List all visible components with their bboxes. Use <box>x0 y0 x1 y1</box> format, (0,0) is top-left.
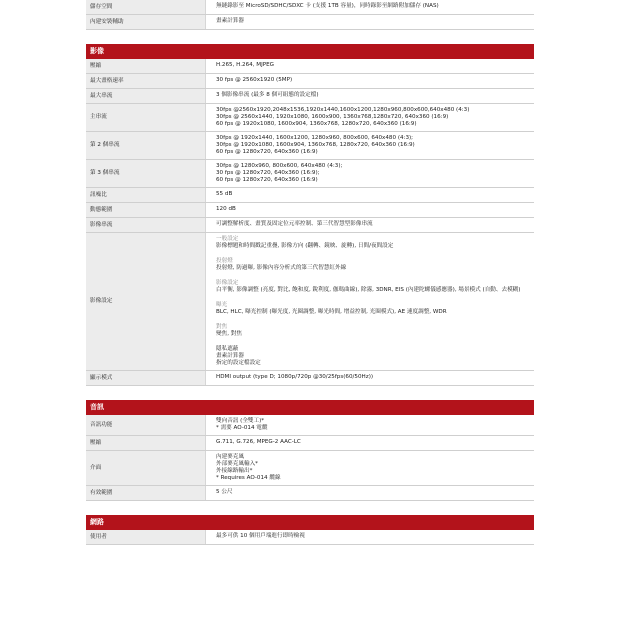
spec-value <box>206 415 534 435</box>
settings-group-title: 曝光 <box>216 302 228 308</box>
spec-row <box>86 451 534 486</box>
spec-label: 第 2 個串流 <box>86 132 206 159</box>
section-header: 音訊 <box>86 400 534 415</box>
spec-label: 壓縮 <box>86 59 206 73</box>
spec-value-line: 雙向音訊 (全雙工)* <box>216 418 265 424</box>
spec-value-line: * 需要 AO-014 電纜 <box>216 425 268 431</box>
spec-value <box>206 451 534 485</box>
settings-group-title: 一般設定 <box>216 236 239 242</box>
settings-group <box>216 280 526 294</box>
spec-value-line: 3 個影像串流 (最多 8 個可組態的設定檔) <box>216 92 319 98</box>
spec-label: 介面 <box>86 451 206 485</box>
spec-label: 影像設定 <box>86 233 206 370</box>
settings-group <box>216 302 526 316</box>
settings-group-title: 影像設定 <box>216 280 239 286</box>
spec-label: 儲存空間 <box>86 0 206 14</box>
spec-value-line: 60 fps @ 1280x720, 640x360 (16:9) <box>216 149 318 155</box>
spec-label: 訊噪比 <box>86 188 206 202</box>
settings-group-line: 投射燈, 防過曝, 影像內容分析式的第三代智慧紅外線 <box>216 265 347 271</box>
spec-label: 使用者 <box>86 530 206 544</box>
spec-value-line: H.265, H.264, MJPEG <box>216 62 274 68</box>
spec-value <box>206 74 534 88</box>
spec-value <box>206 188 534 202</box>
spec-value-line: 60 fps @ 1280x720, 640x360 (16:9) <box>216 177 318 183</box>
spec-value-line: 畫素計算器 <box>216 18 244 24</box>
spec-value <box>206 132 534 159</box>
spec-value <box>206 89 534 103</box>
spec-value-line: 30fps @ 1920x1080, 1600x904, 1360x768, 1280x720, 640x360 (16:9) <box>216 142 415 148</box>
spec-value <box>206 233 534 370</box>
spec-value-line: 55 dB <box>216 191 233 197</box>
spec-value-line: 30fps @ 2560x1440, 1920x1080, 1600x900, 1360x768,1280x720, 640x360 (16:9) <box>216 114 449 120</box>
spec-row <box>86 530 534 545</box>
spec-value <box>206 530 534 544</box>
spec-value-line: HDMI output (type D; 1080p/720p @30/25fps(60/50Hz)) <box>216 374 374 380</box>
settings-group <box>216 324 526 338</box>
spec-value-line: 30fps @ 1920x1440, 1600x1200, 1280x960, 800x600, 640x480 (4:3); <box>216 135 414 141</box>
settings-group <box>216 236 526 250</box>
spec-value-line: 內建麥克風 <box>216 454 244 460</box>
spec-value <box>206 59 534 73</box>
spec-value <box>206 160 534 187</box>
settings-group-title: 投射燈 <box>216 258 233 264</box>
spec-value-line: 120 dB <box>216 206 236 212</box>
spec-value <box>206 486 534 500</box>
spec-value <box>206 15 534 29</box>
spec-row <box>86 203 534 218</box>
spec-row <box>86 74 534 89</box>
section-header: 影像 <box>86 44 534 59</box>
spec-label: 顯示模式 <box>86 371 206 385</box>
spec-row <box>86 15 534 30</box>
spec-value <box>206 203 534 217</box>
spec-value-line: 無縫錄影至 MicroSD/SDHC/SDXC 卡 (支援 1TB 容量)，同時錄影至網路附加儲存 (NAS) <box>216 3 439 9</box>
spec-label: 最大串流 <box>86 89 206 103</box>
spec-label: 動態範圍 <box>86 203 206 217</box>
spec-row <box>86 104 534 132</box>
spec-value-line: 外接線路輸出* <box>216 468 253 474</box>
spec-row <box>86 233 534 371</box>
spec-row <box>86 59 534 74</box>
spec-value-line: 30 fps @ 1280x720, 640x360 (16:9); <box>216 170 320 176</box>
spec-row <box>86 371 534 386</box>
spec-label: 內建安裝輔助 <box>86 15 206 29</box>
spec-label: 主串流 <box>86 104 206 131</box>
spec-row <box>86 218 534 233</box>
spec-label: 有效範圍 <box>86 486 206 500</box>
spec-label: 壓縮 <box>86 436 206 450</box>
settings-group-line: 變焦, 對焦 <box>216 331 242 337</box>
spec-value <box>206 218 534 232</box>
spec-value-line: G.711, G.726, MPEG-2 AAC-LC <box>216 439 301 445</box>
spec-value-line: 5 公尺 <box>216 489 233 495</box>
spec-value <box>206 371 534 385</box>
spec-value-line: 30fps @ 1280x960, 800x600, 640x480 (4:3); <box>216 163 343 169</box>
spec-label: 最大畫格速率 <box>86 74 206 88</box>
spec-row <box>86 188 534 203</box>
spec-value-line: 30fps @2560x1920,2048x1536,1920x1440,1600x1200,1280x960,800x600,640x480 (4:3) <box>216 107 470 113</box>
spec-row <box>86 436 534 451</box>
spec-value-line: * Requires AO-014 纜線 <box>216 475 281 481</box>
spec-row <box>86 132 534 160</box>
spec-row <box>86 486 534 501</box>
spec-value <box>206 104 534 131</box>
spec-value-line: 30 fps @ 2560x1920 (5MP) <box>216 77 293 83</box>
spec-row <box>86 160 534 188</box>
spec-row <box>86 415 534 436</box>
spec-label: 第 3 個串流 <box>86 160 206 187</box>
settings-group <box>216 346 526 367</box>
settings-group-line: 畫素計算器 <box>216 353 244 359</box>
spec-row <box>86 0 534 15</box>
settings-group-line: 隱私遮蔽 <box>216 346 239 352</box>
settings-group-title: 對焦 <box>216 324 228 330</box>
spec-label: 音訊功能 <box>86 415 206 435</box>
spec-value-line: 60 fps @ 1920x1080, 1600x904, 1360x768, 1280x720, 640x360 (16:9) <box>216 121 417 127</box>
spec-row <box>86 89 534 104</box>
spec-value <box>206 436 534 450</box>
settings-group-line: 影像標題和時間戳記重疊, 影像方向 (翻轉、鏡映、旋轉), 日間/夜間設定 <box>216 243 394 249</box>
settings-group <box>216 258 526 272</box>
spec-sheet <box>86 0 534 545</box>
spec-value-line: 可調整解析度、畫質及固定位元率控制、第三代智慧型影像串流 <box>216 221 373 227</box>
spec-value <box>206 0 534 14</box>
settings-group-line: 指定的設定檔設定 <box>216 360 261 366</box>
settings-group-line: BLC, HLC, 曝光控制 (曝光度, 光圈調整, 曝光時間, 增益控制, 光圈模式), AE 速度調整, WDR <box>216 309 447 315</box>
spec-value-line: 外部麥克風輸入* <box>216 461 258 467</box>
settings-group-line: 白平衡, 影像調整 (亮度, 對比, 飽和度, 銳利度, 伽瑪曲線), 除霧, 3DNR, EIS (內建陀螺儀感應器), 場景模式 (自動、去模糊) <box>216 287 521 293</box>
spec-value-line: 最多可供 10 個用戶端進行即時檢視 <box>216 533 305 539</box>
spec-label: 影像串流 <box>86 218 206 232</box>
section-header: 網路 <box>86 515 534 530</box>
